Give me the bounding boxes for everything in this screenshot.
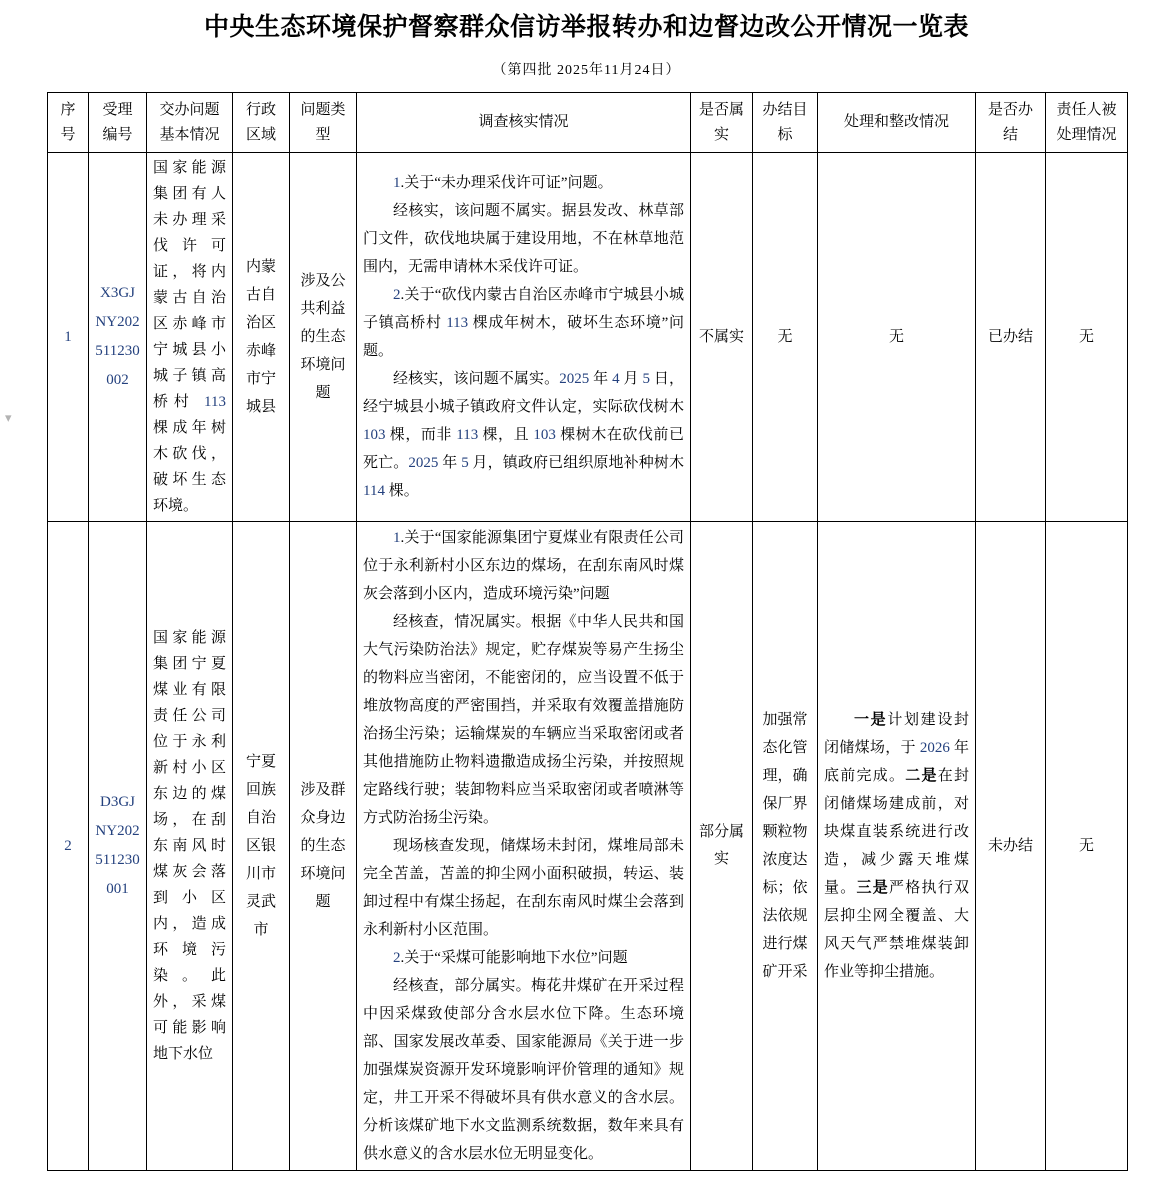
cell-investigation bbox=[357, 153, 691, 522]
cell-rectification bbox=[818, 522, 976, 1171]
paragraph: 1.关于“未办理采伐许可证”问题。 bbox=[393, 175, 613, 191]
col-header-problem: 交办问题基本情况 bbox=[147, 93, 233, 153]
paragraph: 2.关于“砍伐内蒙古自治区赤峰市宁城县小城子镇高桥村 113 棵成年树木，破坏生态环境”问题。 bbox=[363, 287, 684, 359]
table-row bbox=[48, 153, 1128, 522]
cell-investigation bbox=[357, 522, 691, 1171]
cell-case-id: X3GJNY202511230002 bbox=[89, 153, 147, 522]
cell-problem: 国家能源集团宁夏煤业有限责任公司位于永利新村小区东边的煤场，在刮东南风时煤灰会落到小区内，造成环境污染。此外，采煤可能影响地下水位 bbox=[147, 522, 233, 1171]
cell-region: 内蒙古自治区赤峰市宁城县 bbox=[233, 153, 290, 522]
cell-seq: 1 bbox=[48, 153, 89, 522]
col-header-verified: 是否属实 bbox=[691, 93, 753, 153]
cell-region: 宁夏回族自治区银川市灵武市 bbox=[233, 522, 290, 1171]
paragraph: 现场核查发现，储煤场未封闭，煤堆局部未完全苫盖，苫盖的抑尘网小面积破损，转运、装卸过程中有煤尘扬起，在刮东南风时煤尘会落到永利新村小区范围。 bbox=[363, 838, 684, 938]
col-header-accountability: 责任人被处理情况 bbox=[1046, 93, 1128, 153]
cell-type: 涉及公共利益的生态环境问题 bbox=[290, 153, 357, 522]
cell-verified: 部分属实 bbox=[691, 522, 753, 1171]
cell-rectification: 无 bbox=[818, 153, 976, 522]
cell-verified: 不属实 bbox=[691, 153, 753, 522]
paragraph: 一是计划建设封闭储煤场，于 2026 年底前完成。二是在封闭储煤场建成前，对块煤直装系统进行改造，减少露天堆煤量。三是严格执行双层抑尘网全覆盖、大风天气严禁堆煤装卸作业等抑尘措施。 bbox=[824, 712, 969, 980]
paragraph: 2.关于“采煤可能影响地下水位”问题 bbox=[393, 950, 628, 966]
cell-accountability: 无 bbox=[1046, 153, 1128, 522]
table-row bbox=[48, 522, 1128, 1171]
cell-closed: 已办结 bbox=[976, 153, 1046, 522]
col-header-type: 问题类型 bbox=[290, 93, 357, 153]
cell-accountability: 无 bbox=[1046, 522, 1128, 1171]
complaints-table bbox=[47, 92, 1128, 1171]
collapse-triangle-icon: ▾ bbox=[5, 411, 12, 426]
col-header-closed: 是否办结 bbox=[976, 93, 1046, 153]
paragraph: 经核查，情况属实。根据《中华人民共和国大气污染防治法》规定，贮存煤炭等易产生扬尘的物料应当密闭，不能密闭的，应当设置不低于堆放物高度的严密围挡，并采取有效覆盖措施防治扬尘污染；运输煤炭的车辆应当采取密闭或者其他措施防止物料遗撒造成扬尘污染，并按照规定路线行驶；装卸物料应当采取密闭或者喷淋等方式防治扬尘污染。 bbox=[363, 614, 684, 826]
cell-type: 涉及群众身边的生态环境问题 bbox=[290, 522, 357, 1171]
col-header-rectification: 处理和整改情况 bbox=[818, 93, 976, 153]
table-header-row bbox=[48, 93, 1128, 153]
paragraph: 经核查，部分属实。梅花井煤矿在开采过程中因采煤致使部分含水层水位下降。生态环境部、国家发展改革委、国家能源局《关于进一步加强煤炭资源开发环境影响评价管理的通知》规定，井工开采不得破坏具有供水意义的含水层。分析该煤矿地下水文监测系统数据，数年来具有供水意义的含水层水位无明显变化。 bbox=[363, 978, 684, 1162]
page-title: 中央生态环境保护督察群众信访举报转办和边督边改公开情况一览表 bbox=[203, 14, 969, 41]
paragraph: 经核实，该问题不属实。2025 年 4 月 5 日，经宁城县小城子镇政府文件认定，实际砍伐树木 103 棵，而非 113 棵，且 103 棵树木在砍伐前已死亡。2025 年 5 月，镇政府已组织原地补种树木 114 棵。 bbox=[363, 371, 684, 499]
cell-case-id: D3GJNY202511230001 bbox=[89, 522, 147, 1171]
col-header-investigation: 调查核实情况 bbox=[357, 93, 691, 153]
cell-target: 无 bbox=[753, 153, 818, 522]
col-header-case-id: 受理编号 bbox=[89, 93, 147, 153]
paragraph: 经核实，该问题不属实。据县发改、林草部门文件，砍伐地块属于建设用地，不在林草地范围内，无需申请林木采伐许可证。 bbox=[363, 203, 684, 275]
cell-target: 加强常态化管理，确保厂界颗粒物浓度达标；依法依规进行煤矿开采 bbox=[753, 522, 818, 1171]
page-subtitle: （第四批 2025年11月24日） bbox=[492, 63, 681, 78]
paragraph: 1.关于“国家能源集团宁夏煤业有限责任公司位于永利新村小区东边的煤场，在刮东南风时煤灰会落到小区内，造成环境污染”问题 bbox=[363, 530, 684, 602]
cell-closed: 未办结 bbox=[976, 522, 1046, 1171]
col-header-region: 行政区域 bbox=[233, 93, 290, 153]
cell-seq: 2 bbox=[48, 522, 89, 1171]
col-header-seq: 序号 bbox=[48, 93, 89, 153]
col-header-target: 办结目标 bbox=[753, 93, 818, 153]
cell-problem: 国家能源集团有人未办理采伐许可证，将内蒙古自治区赤峰市宁城县小城子镇高桥村 113 棵成年树木砍伐，破坏生态环境。 bbox=[147, 153, 233, 522]
